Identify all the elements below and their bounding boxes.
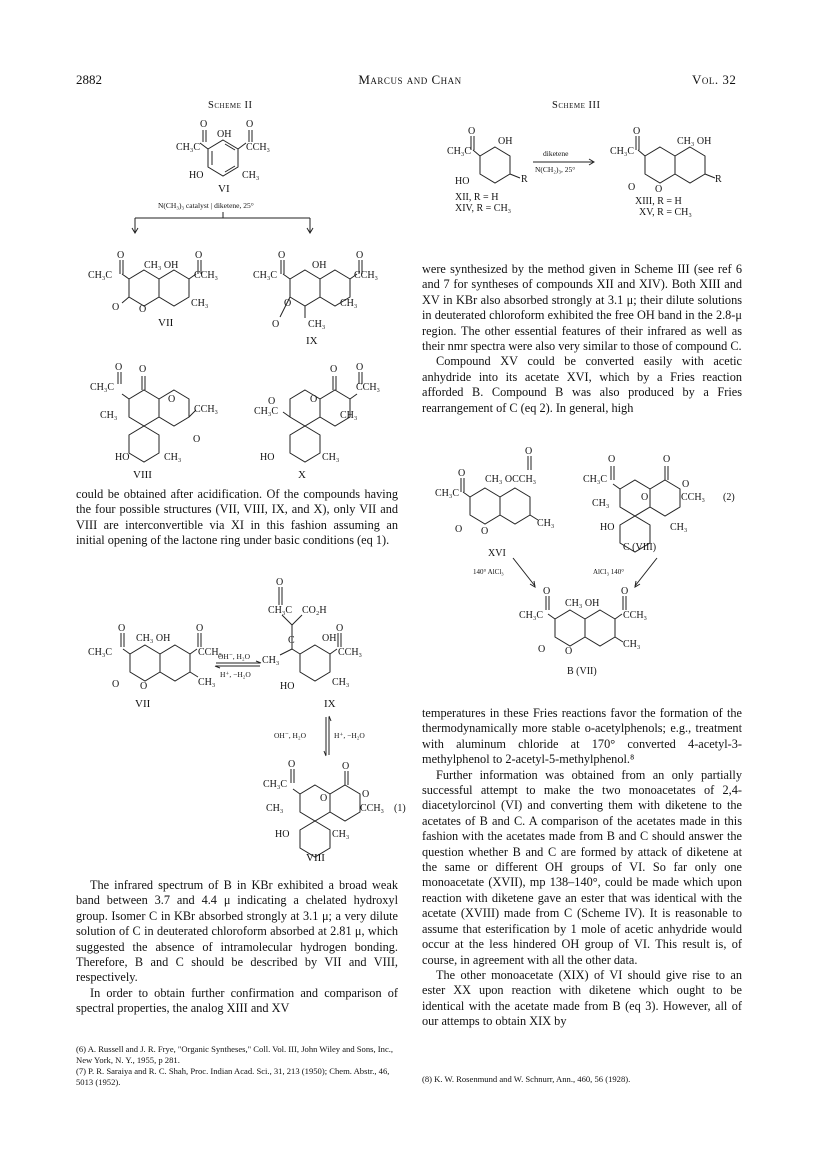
eq-1-equilibrium: [215, 661, 261, 668]
right-column-text-1: [422, 262, 742, 416]
eq1-ix-acetyl-right: CCH₃: [338, 647, 363, 658]
compound-viii: [118, 372, 196, 462]
eq1-vii-acetyl: CH₃C: [88, 647, 113, 658]
branch-arrows: [132, 212, 313, 233]
s3-left-label-2: XIV, R = CH₃: [455, 203, 512, 214]
footnotes-left: [76, 1044, 398, 1088]
vi-methyl: CH₃: [242, 170, 260, 181]
viii-ho: HO: [115, 452, 130, 463]
xvi-o1: O: [458, 468, 466, 479]
xvi-acetyl: CH₃C: [435, 488, 460, 499]
eq1-viii-ring-o: O: [320, 793, 328, 804]
b-me-oh: CH₃ OH: [565, 598, 600, 609]
right-paragraph-4: Further information was obtained from an only partially successful attempt to make the two monoacetates of 2,4-diacetylorcinol (VI) and converting them with diketene to the acetates of B and C. A comparison of the acetates made in this fashion with the acetates made from B and C should answer the question whether B and C are formed by attack of diketene at the same or different OH groups of VI. So far only one monoacetate (XVII), mp 138–140°, could be made which upon reaction with diketene gave an ester that was identical with the acetate (XVIII) made from C (Scheme IV). It is reasonable to assume that esterification by 1 mole of acetic anhydride would occur at the less hindered OH group of VI. This result is, of course, in agreement with all the other data.: [422, 767, 742, 967]
page-number: 2882: [76, 72, 102, 87]
viii-methyl: CH₃: [100, 410, 118, 421]
x-methyl: CH₃: [340, 410, 358, 421]
x-acetyl: CCH₃: [356, 382, 381, 393]
ix-methyl: CH₃: [308, 319, 326, 330]
vii-acetyl: CH₃C: [88, 270, 113, 281]
eq-1-vertical-equilibrium: [324, 716, 331, 756]
eq-2-arrow-left: 140° AlCl₃: [473, 568, 504, 576]
scheme-3-left-ring: [471, 136, 520, 183]
viii-o1: O: [115, 362, 123, 373]
ix-oh: OH: [312, 260, 327, 271]
left-paragraph-1: could be obtained after acidification. Of the compounds having the four possible structures (VII, VIII, IX, and X), only VII and VIII are interconvertible via XI in this fashion assuming an initial opening of the lactone ring under basic conditions (eq 1).: [76, 487, 398, 548]
right-paragraph-1: were synthesized by the method given in Scheme III (see ref 6 and 7 for syntheses of compounds XII and XIV). Both XIII and XV in KBr also absorbed strongly at 3.1 μ; their dilute solutions in deuterated chloroform exhibited the free OH band in the 2.8-μ region. The other essential features of their infrared as well as their nmr spectra were also very similar to those of compound C.: [422, 262, 742, 354]
left-paragraph-3: In order to obtain further confirmation and comparison of spectral properties, the analog XIII and XV: [76, 985, 398, 1016]
eq1-ix-ho: HO: [280, 681, 295, 692]
eq1-ix-c: C: [288, 635, 295, 646]
left-column-text-2: [76, 878, 398, 1017]
eq-2-arrows: [513, 558, 657, 587]
ix-o1: O: [278, 250, 286, 261]
viii-acetyl: CH₃C: [90, 382, 115, 393]
scheme-3-structures: [425, 112, 765, 252]
eq1-vii-o1: O: [118, 623, 126, 634]
eq1-viii-methyl: CH₃: [266, 803, 284, 814]
c-acetyl-right: CCH₃: [681, 492, 706, 503]
ix-methyl-right: CH₃: [340, 298, 358, 309]
eq-1-backward: H⁺, −H₂O: [220, 670, 251, 679]
eq1-ix-oh: OH: [322, 633, 337, 644]
c-ho: HO: [600, 522, 615, 533]
vi-acetyl-right: CCH₃: [246, 142, 271, 153]
eq1-viii-o3: O: [362, 789, 370, 800]
s3-left-oh: OH: [498, 136, 513, 147]
vii-methyl: CH₃: [191, 298, 209, 309]
right-paragraph-3: temperatures in these Fries reactions favor the formation of the thermodynamically more stable o-acetylphenols; e.g., treatment with aluminum chloride at 170° converted 4-acetyl-3-methylphenol to 2-acetyl-5-methylphenol.⁸: [422, 706, 742, 767]
b-vii-label: B (VII): [567, 666, 597, 677]
s3-right-acetyl: CH₃C: [610, 146, 635, 157]
b-acetyl-right: CCH₃: [623, 610, 648, 621]
xvi-carbonyl-o: O: [455, 524, 463, 535]
eq1-viii-label: VIII: [306, 852, 325, 864]
eq1-viii-o1: O: [288, 759, 296, 770]
x-methyl-b: CH₃: [322, 452, 340, 463]
footnote-8: (8) K. W. Rosenmund and W. Schnurr, Ann., 460, 56 (1928).: [422, 1074, 631, 1084]
eq1-ix-o1: O: [276, 577, 284, 588]
equation-1-structures: [70, 575, 410, 875]
eq1-viii-acetyl: CH₃C: [263, 779, 288, 790]
b-carbonyl-o: O: [538, 644, 546, 655]
s3-right-o: O: [633, 126, 641, 137]
vii-me-oh: CH₃ OH: [144, 260, 179, 271]
footnotes-right: [422, 1074, 742, 1085]
eq1-vii-methyl: CH₃: [198, 677, 216, 688]
vii-carbonyl-o: O: [112, 302, 120, 313]
vii-acetyl-right: CCH₃: [194, 270, 219, 281]
x-ho: HO: [260, 452, 275, 463]
s3-left-ho: HO: [455, 176, 470, 187]
b-o2: O: [621, 586, 629, 597]
c-methyl: CH₃: [592, 498, 610, 509]
eq1-ix-co2h: CO₂H: [302, 605, 327, 616]
s3-right-ring-o: O: [655, 184, 663, 195]
eq-2-number: (2): [723, 492, 735, 503]
c-o3: O: [682, 479, 690, 490]
s3-right-carbonyl-o: O: [628, 182, 636, 193]
x-acetyl-left: CH₃C: [254, 406, 279, 417]
ix-ring-o: O: [284, 298, 292, 309]
s3-left-label-1: XII, R = H: [455, 192, 499, 203]
compound-c-viii: [611, 466, 680, 552]
c-ring-o: O: [641, 492, 649, 503]
s3-right-me-oh: CH₃ OH: [677, 136, 712, 147]
eq1-vii-label: VII: [135, 698, 151, 710]
s3-reagent-bottom: N(CH₂)₃, 25°: [535, 165, 576, 174]
s3-right-label-1: XIII, R = H: [635, 196, 682, 207]
scheme-2-structures: [60, 112, 420, 482]
eq1-viii-ho: HO: [275, 829, 290, 840]
x-ring-o: O: [310, 394, 318, 405]
vi-label: VI: [218, 183, 230, 195]
eq1-viii-o2: O: [342, 761, 350, 772]
eq1-viii-methyl-b: CH₃: [332, 829, 350, 840]
compound-xvi: [461, 456, 538, 524]
eq1-vii-me-oh: CH₃ OH: [136, 633, 171, 644]
scheme-2-reagents: N(CH₃)₃ catalyst | diketene, 25°: [158, 201, 254, 210]
x-label: X: [298, 469, 306, 481]
xvi-methyl: CH₃: [537, 518, 555, 529]
vii-label: VII: [158, 317, 174, 329]
c-o2: O: [663, 454, 671, 465]
scheme-3-title: Scheme III: [552, 100, 601, 111]
vii-ring-o: O: [139, 304, 147, 315]
footnote-7: (7) P. R. Saraiya and R. C. Shah, Proc. Indian Acad. Sci., 31, 213 (1950); Chem. Abstr., 46, 5013 (1952).: [76, 1066, 390, 1087]
s3-reagent-top: diketene: [543, 149, 569, 158]
vi-oh: OH: [217, 129, 232, 140]
b-ring-o: O: [565, 646, 573, 657]
eq1-ix-label: IX: [324, 698, 336, 710]
eq1-vii-carbonyl-o: O: [112, 679, 120, 690]
eq1-ix-acetyl: CH₃C: [268, 605, 293, 616]
eq1-viii-acetyl-right: CCH₃: [360, 803, 385, 814]
eq-1-compound-viii: [291, 769, 360, 857]
eq1-vii-ring-o: O: [140, 681, 148, 692]
s3-left-acetyl: CH₃C: [447, 146, 472, 157]
vi-ho: HO: [189, 170, 204, 181]
viii-methyl-b: CH₃: [164, 452, 182, 463]
footnote-6: (6) A. Russell and J. R. Frye, "Organic Syntheses," Coll. Vol. III, John Wiley and Sons, Inc., New York, N. Y., 1955, p 281.: [76, 1044, 394, 1065]
x-o3: O: [268, 396, 276, 407]
vi-o1: O: [200, 119, 208, 130]
eq-1-down-left: OH⁻, H₂O: [274, 731, 306, 740]
s3-right-r: R: [715, 174, 722, 185]
ix-label: IX: [306, 335, 318, 347]
vi-acetyl-left: CH₃C: [176, 142, 201, 153]
ix-carbonyl-o: O: [272, 319, 280, 330]
eq1-vii-acetyl-right: CCH₃: [198, 647, 223, 658]
x-o1: O: [330, 364, 338, 375]
running-title: Marcus and Chan: [358, 72, 462, 87]
xvi-me-acetoxy: CH₃ OCCH₃: [485, 474, 537, 485]
xvi-ring-o: O: [481, 526, 489, 537]
ix-acetyl-right: CCH₃: [354, 270, 379, 281]
ix-o2: O: [356, 250, 364, 261]
vii-o2: O: [195, 250, 203, 261]
xvi-label: XVI: [488, 548, 506, 559]
eq1-ix-methyl-left: CH₃: [262, 655, 280, 666]
xvi-o2: O: [525, 446, 533, 457]
volume-label: Vol. 32: [692, 72, 737, 87]
x-o2: O: [356, 362, 364, 373]
vi-o2: O: [246, 119, 254, 130]
eq1-ix-methyl: CH₃: [332, 677, 350, 688]
scheme-2-title: Scheme II: [208, 100, 253, 111]
s3-left-r: R: [521, 174, 528, 185]
vii-o1: O: [117, 250, 125, 261]
c-o1: O: [608, 454, 616, 465]
left-column-text-1: [76, 487, 398, 549]
eq-1-number: (1): [394, 803, 406, 814]
eq-2-arrow-right: AlCl₃ 140°: [593, 568, 625, 576]
eq1-vii-o2: O: [196, 623, 204, 634]
c-viii-label: C (VIII): [623, 542, 657, 553]
right-column-text-2: [422, 706, 742, 1030]
b-acetyl: CH₃C: [519, 610, 544, 621]
eq-1-down-right: H⁺, −H₂O: [334, 731, 365, 740]
s3-right-label-2: XV, R = CH₃: [639, 207, 692, 218]
viii-o3: O: [193, 434, 201, 445]
b-o1: O: [543, 586, 551, 597]
viii-acetyl-right: CCH₃: [194, 404, 219, 415]
eq-1-forward: OH⁻, H₂O: [218, 652, 250, 661]
ix-acetyl: CH₃C: [253, 270, 278, 281]
s3-left-o: O: [468, 126, 476, 137]
viii-label: VIII: [133, 469, 152, 481]
viii-o2: O: [139, 364, 147, 375]
eq1-ix-o2: O: [336, 623, 344, 634]
c-acetyl: CH₃C: [583, 474, 608, 485]
left-paragraph-2: The infrared spectrum of B in KBr exhibited a broad weak band between 3.7 and 4.4 μ indicating a chelated hydroxyl group. Isomer C in KBr absorbed strongly at 3.1 μ; a very dilute solution of C in deuterated chloroform absorbed at 2.81 μ, which suggested the absence of intramolecular hydrogen bonding. Therefore, B and C should be described by VII and VIII, respectively.: [76, 878, 398, 985]
right-paragraph-5: The other monoacetate (XIX) of VI should give rise to an ester XX upon reaction with diketene which ought to be identical with the acetate made from B (eq 3). However, all of our attemps to obtain XIX by: [422, 967, 742, 1029]
viii-ring-o: O: [168, 394, 176, 405]
right-paragraph-2: Compound XV could be converted easily with acetic anhydride into its acetate XVI, which by a Fries reaction afforded B. Compound B was also produced by a Fries rearrangement of C (eq 2). In general, high: [422, 354, 742, 415]
equation-2-structures: [425, 440, 755, 690]
c-methyl-b: CH₃: [670, 522, 688, 533]
b-methyl: CH₃: [623, 639, 641, 650]
